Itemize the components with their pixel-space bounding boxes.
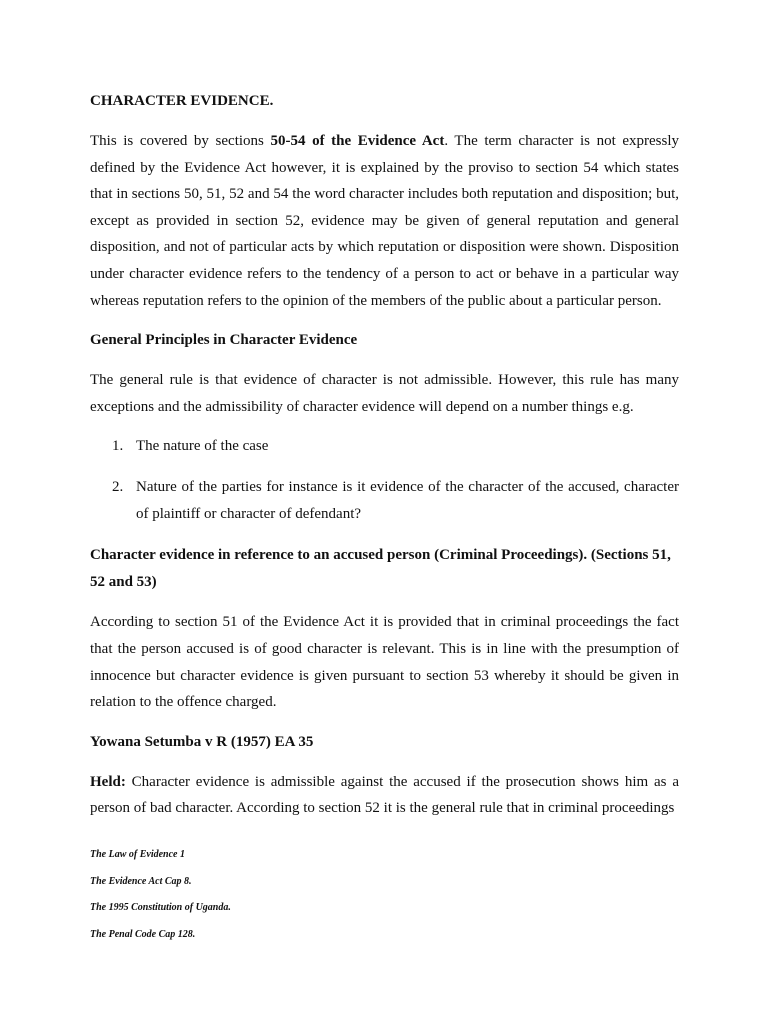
intro-text-start: This is covered by sections — [90, 133, 271, 149]
footer-line: The 1995 Constitution of Uganda. — [90, 902, 231, 913]
intro-bold-reference: 50-54 of the Evidence Act — [270, 133, 445, 149]
list-number: 2. — [112, 479, 124, 496]
intro-text-rest: . The term character is not expressly defined by the Evidence Act however, it is explained by the proviso to section 54 which states that in sections 50, 51, 52 and 54 the word character includes both reputation and disposition; but, except as provided in section 52, evidence may be given of general reputation and general disposition, and not of particular acts by which reputation or disposition were shown. Disposition under character evidence refers to the tendency of a person to act or behave in a particular way whereas reputation refers to the opinion of the members of the public about a particular person. — [90, 133, 679, 309]
footer-line: The Evidence Act Cap 8. — [90, 875, 192, 887]
held-text: Character evidence is admissible against the accused if the prosecution shows him as a person of bad character. According to section 52 it is the general rule that in criminal proceedings — [90, 773, 679, 817]
list-item — [90, 474, 679, 528]
accused-person-paragraph: According to section 51 of the Evidence Act it is provided that in criminal proceedings the fact that the person accused is of good character is relevant. This is in line with the presumption of innocence but character evidence is given pursuant to section 53 whereby it should be given in relation to the offence charged. — [90, 614, 679, 711]
footer-references — [90, 842, 679, 948]
accused-person-heading: Character evidence in reference to an accused person (Criminal Proceedings). (Sections 51, 52 and 53) — [90, 547, 671, 591]
list-number: 1. — [112, 438, 124, 455]
list-text: The nature of the case — [136, 438, 269, 455]
numbered-list — [90, 433, 679, 528]
footer-line: The Penal Code Cap 128. — [90, 928, 196, 940]
list-item — [90, 433, 679, 460]
general-principles-paragraph: The general rule is that evidence of character is not admissible. However, this rule has many exceptions and the admissibility of character evidence will depend on a number things e.g. — [90, 372, 679, 415]
list-text: Nature of the parties for instance is it evidence of the character of the accused, character of plaintiff or character of defendant? — [136, 479, 679, 523]
intro-paragraph — [90, 128, 679, 314]
case-heading: Yowana Setumba v R (1957) EA 35 — [90, 733, 314, 750]
held-paragraph — [90, 769, 679, 822]
footer-line: The Law of Evidence 1 — [90, 849, 185, 860]
held-label: Held: — [90, 773, 126, 790]
document-body — [90, 88, 679, 835]
general-principles-heading: General Principles in Character Evidence — [90, 332, 358, 349]
document-title: CHARACTER EVIDENCE. — [90, 93, 274, 109]
